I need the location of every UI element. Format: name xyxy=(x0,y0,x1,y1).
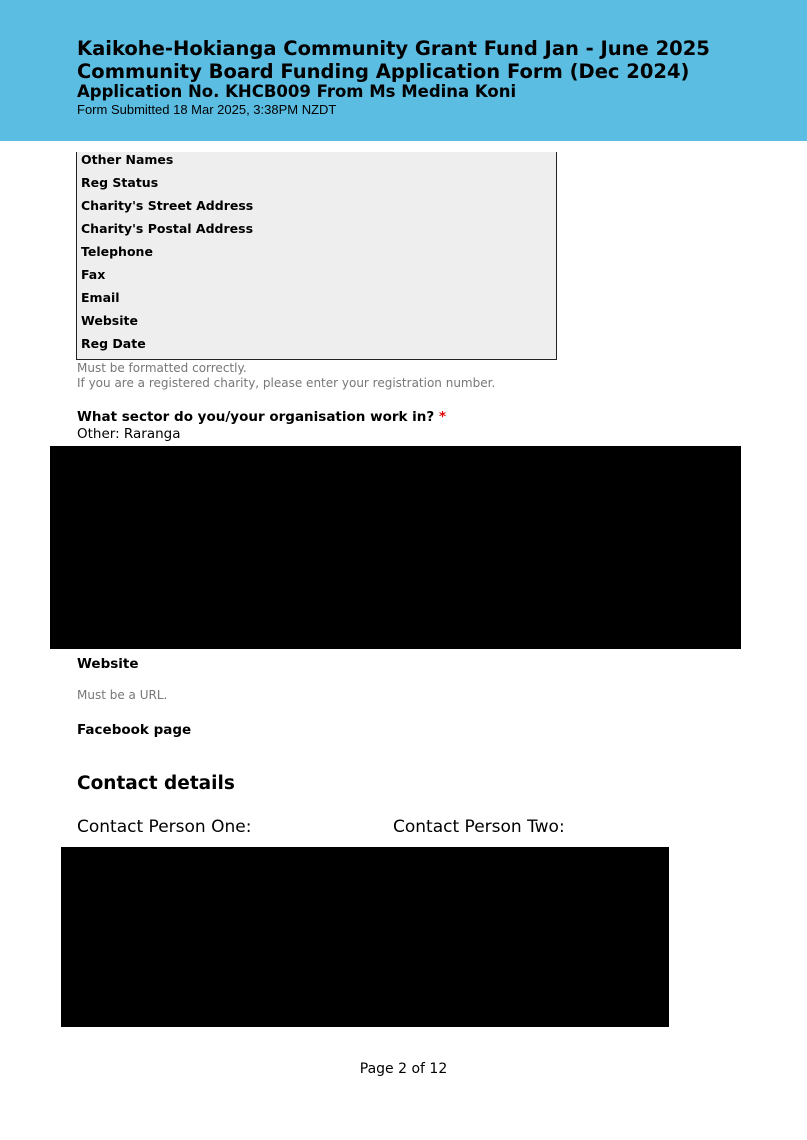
field-fax: Fax xyxy=(81,267,106,282)
page-header xyxy=(0,0,807,141)
field-street-address: Charity's Street Address xyxy=(81,198,254,213)
contact-person-one-heading: Contact Person One: xyxy=(77,817,252,837)
submission-timestamp: Form Submitted 18 Mar 2025, 3:38PM NZDT xyxy=(77,102,337,117)
field-telephone: Telephone xyxy=(81,244,153,259)
website-hint: Must be a URL. xyxy=(77,688,168,702)
field-other-names: Other Names xyxy=(81,152,174,167)
form-subtitle: Community Board Funding Application Form (Dec 2024) xyxy=(77,60,690,83)
sector-answer: Other: Raranga xyxy=(77,426,181,442)
required-marker: * xyxy=(438,409,447,425)
form-title: Kaikohe-Hokianga Community Grant Fund Jan - June 2025 xyxy=(77,37,710,60)
format-hint: Must be formatted correctly. xyxy=(77,361,247,375)
redacted-block xyxy=(50,446,741,649)
sector-question xyxy=(77,409,446,426)
website-label: Website xyxy=(77,656,139,672)
application-number: Application No. KHCB009 From Ms Medina Koni xyxy=(77,82,517,101)
field-reg-status: Reg Status xyxy=(81,175,159,190)
redacted-block xyxy=(61,847,669,1027)
page-number: Page 2 of 12 xyxy=(359,1061,448,1077)
facebook-label: Facebook page xyxy=(77,722,192,738)
registration-hint: If you are a registered charity, please enter your registration number. xyxy=(77,376,496,390)
contact-section-title: Contact details xyxy=(77,773,235,794)
sector-question-text: What sector do you/your organisation work in? xyxy=(77,409,435,425)
field-email: Email xyxy=(81,290,120,305)
field-postal-address: Charity's Postal Address xyxy=(81,221,254,236)
charity-details-box xyxy=(76,152,557,360)
field-reg-date: Reg Date xyxy=(81,336,146,351)
field-website: Website xyxy=(81,313,138,328)
contact-person-two-heading: Contact Person Two: xyxy=(393,817,565,837)
